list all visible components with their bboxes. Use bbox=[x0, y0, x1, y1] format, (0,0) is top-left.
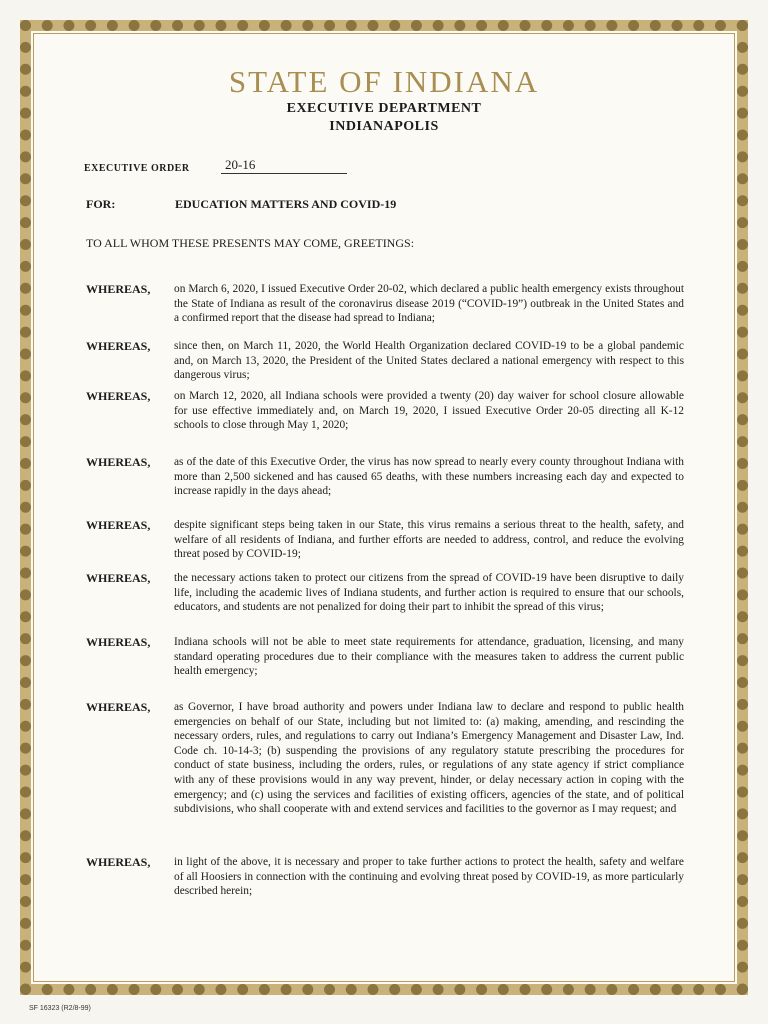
whereas-label: WHEREAS, bbox=[86, 635, 151, 649]
whereas-clause: in light of the above, it is necessary and proper to take further actions to protect the health, safety and welfare of all Hoosiers in connection with the continuing and evolving threat posed by COVID-19, as more particularly described herein; bbox=[174, 856, 684, 898]
whereas-clause: on March 6, 2020, I issued Executive Order 20-02, which declared a public health emergency exists throughout the State of Indiana as result of the coronavirus disease 2019 (“COVID-19”) outbreak in the United States and a confirmed report that the disease had spread to Indiana; bbox=[174, 283, 684, 325]
whereas-clause: the necessary actions taken to protect our citizens from the spread of COVID-19 have been disruptive to daily life, including the academic lives of Indiana students, and further action is required to ensure that our schools, educators, and students are not penalized for doing their part to inhibit the spread of this virus; bbox=[174, 572, 684, 614]
whereas-label: WHEREAS, bbox=[86, 282, 151, 296]
greeting: TO ALL WHOM THESE PRESENTS MAY COME, GREETINGS: bbox=[86, 236, 415, 250]
whereas-clause: on March 12, 2020, all Indiana schools were provided a twenty (20) day waiver for school closure allowable for use effective immediately and, on March 19, 2020, I issued Executive Order 20-05 directing all K-12 schools to close through May 1, 2020; bbox=[174, 390, 684, 432]
whereas-label: WHEREAS, bbox=[86, 571, 151, 585]
executive-order-label: EXECUTIVE ORDER bbox=[84, 163, 190, 174]
whereas-clause: since then, on March 11, 2020, the World Health Organization declared COVID-19 to be a global pandemic and, on March 13, 2020, the President of the United States declared a national emergency with respect to this dangerous virus; bbox=[174, 340, 684, 382]
state-title: STATE OF INDIANA bbox=[228, 64, 540, 99]
whereas-label: WHEREAS, bbox=[86, 455, 151, 469]
whereas-label: WHEREAS, bbox=[86, 855, 151, 869]
whereas-label: WHEREAS, bbox=[86, 700, 151, 714]
whereas-clause: as of the date of this Executive Order, the virus has now spread to nearly every county throughout Indiana with more than 2,500 sickened and has caused 65 deaths, with these numbers increasing each day and expected to increase rapidly in the days ahead; bbox=[174, 456, 684, 498]
form-code: SF 16323 (R2/8-99) bbox=[29, 1005, 91, 1012]
department-heading: EXECUTIVE DEPARTMENT bbox=[286, 101, 482, 116]
whereas-clause: Indiana schools will not be able to meet state requirements for attendance, graduation, licensing, and many standard operating procedures due to their compliance with the measures taken to address the current public health emergency; bbox=[174, 636, 684, 678]
for-label: FOR: bbox=[86, 197, 116, 211]
whereas-clause: despite significant steps being taken in our State, this virus remains a serious threat to the health, safety, and welfare of all residents of Indiana, and further efforts are needed to address, control, and reduce the evolving threat posed by COVID-19; bbox=[174, 519, 684, 561]
executive-order-number: 20-16 bbox=[221, 157, 347, 174]
city-heading: INDIANAPOLIS bbox=[329, 119, 439, 134]
whereas-label: WHEREAS, bbox=[86, 389, 151, 403]
whereas-label: WHEREAS, bbox=[86, 339, 151, 353]
order-subject: EDUCATION MATTERS AND COVID-19 bbox=[175, 197, 397, 211]
whereas-label: WHEREAS, bbox=[86, 518, 151, 532]
whereas-clause: as Governor, I have broad authority and powers under Indiana law to declare and respond to public health emergencies on behalf of our State, including but not limited to: (a) making, amending, and rescinding the necessary orders, rules, and regulations to carry out Indiana’s Emergency Management and Disaster Law, Ind. Code ch. 10-14-3; (b) suspending the provisions of any regulatory statute prescribing the procedures for conduct of state business, including the orders, rules, or regulations of any state agency if strict compliance with any of these provisions would in any way prevent, hinder, or delay necessary action in coping with the emergency; and (c) using the services and facilities of existing officers, agencies of the state, and of political subdivisions, who shall cooperate with and extend services and facilities to the governor as I may request; and bbox=[174, 701, 684, 816]
